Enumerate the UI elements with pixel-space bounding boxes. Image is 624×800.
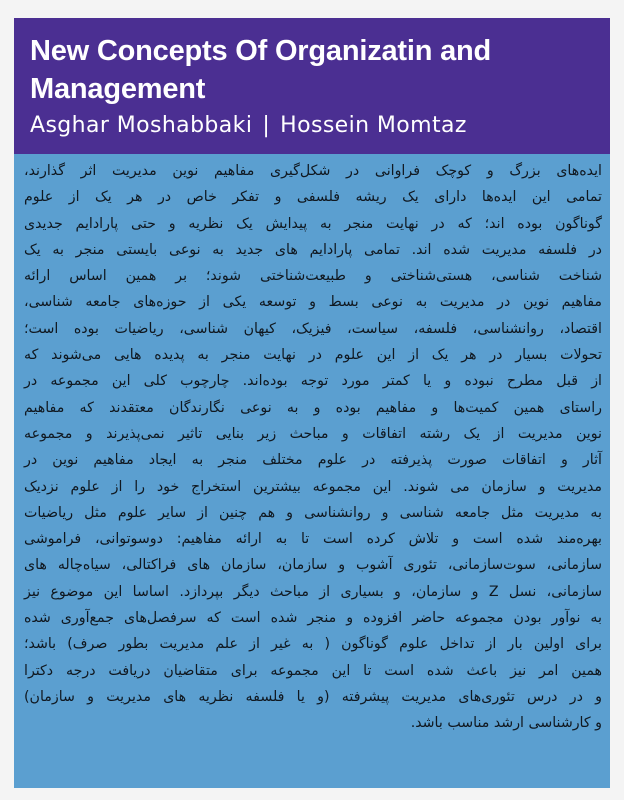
description-line: ایده‌های بزرگ و کوچک فراوانی در شکل‌گیری مفاهیم نوین مدیریت اثر گذارند، — [24, 163, 602, 179]
author-name: Hossein Momtaz — [280, 113, 467, 138]
description-line: اقتصاد، روانشناسی، فلسفه، سیاست، فیزیک، کیهان شناسی، ریاضیات بوده است؛ — [24, 320, 602, 337]
description-line: شناخت شناسی، هستی‌شناختی و طبیعت‌شناختی شوند؛ بر همین اساس ارائه — [24, 268, 602, 285]
author-separator: | — [262, 113, 271, 138]
description-line: مفاهیم نوین در مدیریت به نوعی بسط و توسعه یکی از حوزه‌های جامعه شناسی، — [24, 294, 602, 311]
description-line: تحولات بسیار در هر یک از این علوم در نهایت منجر به پدیده هایی می‌شوند که — [24, 347, 602, 364]
description-line: نوین مدیریت از یک رشته اتفاقات و مباحث زیر بنایی تاثیر نمی‌پذیرند و مجموعه — [24, 425, 602, 442]
description-line: گوناگون بوده اند؛ که در نهایت منجر به پیدایش یک نظریه و حتی پارادایم جدیدی — [24, 215, 602, 232]
description-band — [14, 154, 610, 788]
description-line: از قبل مطرح نبوده و یا کمتر مورد توجه بوده‌اند. چارچوب کلی این مجموعه در — [24, 373, 602, 390]
description-line: به نوآور بودن مجموعه حاضر افزوده و منجر شده است که سرفصل‌های جمع‌آوری شده — [24, 610, 602, 627]
description-line: و کارشناسی ارشد مناسب باشد. — [410, 715, 602, 732]
description-line: همین امر نیز باعث شده است تا این مجموعه برای متقاضیان دریافت درجه دکترا — [24, 662, 602, 679]
description-line: سازمانی، نسل Z و سازمان، و بسیاری از مباحث دیگر بپردازد. اساسا این موضوع نیز — [24, 583, 602, 600]
authors-line — [30, 111, 600, 141]
description-line: به مدیریت مثل جامعه شناسی و روانشناسی و هم چنین از سایر علوم مثل ریاضیات — [24, 504, 602, 521]
description-text — [24, 158, 602, 737]
title-band — [14, 18, 610, 154]
description-line: برای اولین بار از تداخل علوم گوناگون ( به غیر از علم مدیریت بطور صرف) باشد؛ — [24, 636, 602, 653]
author-name: Asghar Moshabbaki — [30, 113, 253, 138]
description-line: راستای همین کمیت‌ها و مفاهیم بوده و به نوعی نگارندگان معتقدند که مفاهیم — [24, 399, 602, 416]
description-line: آثار و اتفاقات صورت پذیرفته در علوم مختلف منجر به ایجاد مفاهیم نوین در — [24, 452, 602, 469]
description-line: بهره‌مند شده است و تلاش کرده است تا به ارائه مفاهیم: دوسوتوانی، فراموشی — [24, 531, 602, 548]
description-line: تمامی این ایده‌ها دارای یک ریشه فلسفی و تفکر خاص در هر یک از علوم — [24, 189, 602, 206]
description-line: مدیریت و سازمان می‌ شوند. این مجموعه بیشترین استخراج خود را از علوم نزدیک — [24, 478, 602, 495]
description-line: در فلسفه مدیریت شده اند. تمامی پارادایم های جدید به نوعی بایستی منجر به یک — [24, 241, 602, 258]
description-line: سازمانی، سوت‌سازمانی، تئوری آشوب و سازمان، سازمان های فراکتالی، سیاه‌چاله های — [24, 557, 602, 574]
book-title: New Concepts Of Organizatin and Management — [30, 35, 492, 105]
description-line: و در درس تئوری‌های مدیریت پیشرفته (و یا فلسفه نظریه های مدیریت و سازمان) — [24, 688, 602, 705]
